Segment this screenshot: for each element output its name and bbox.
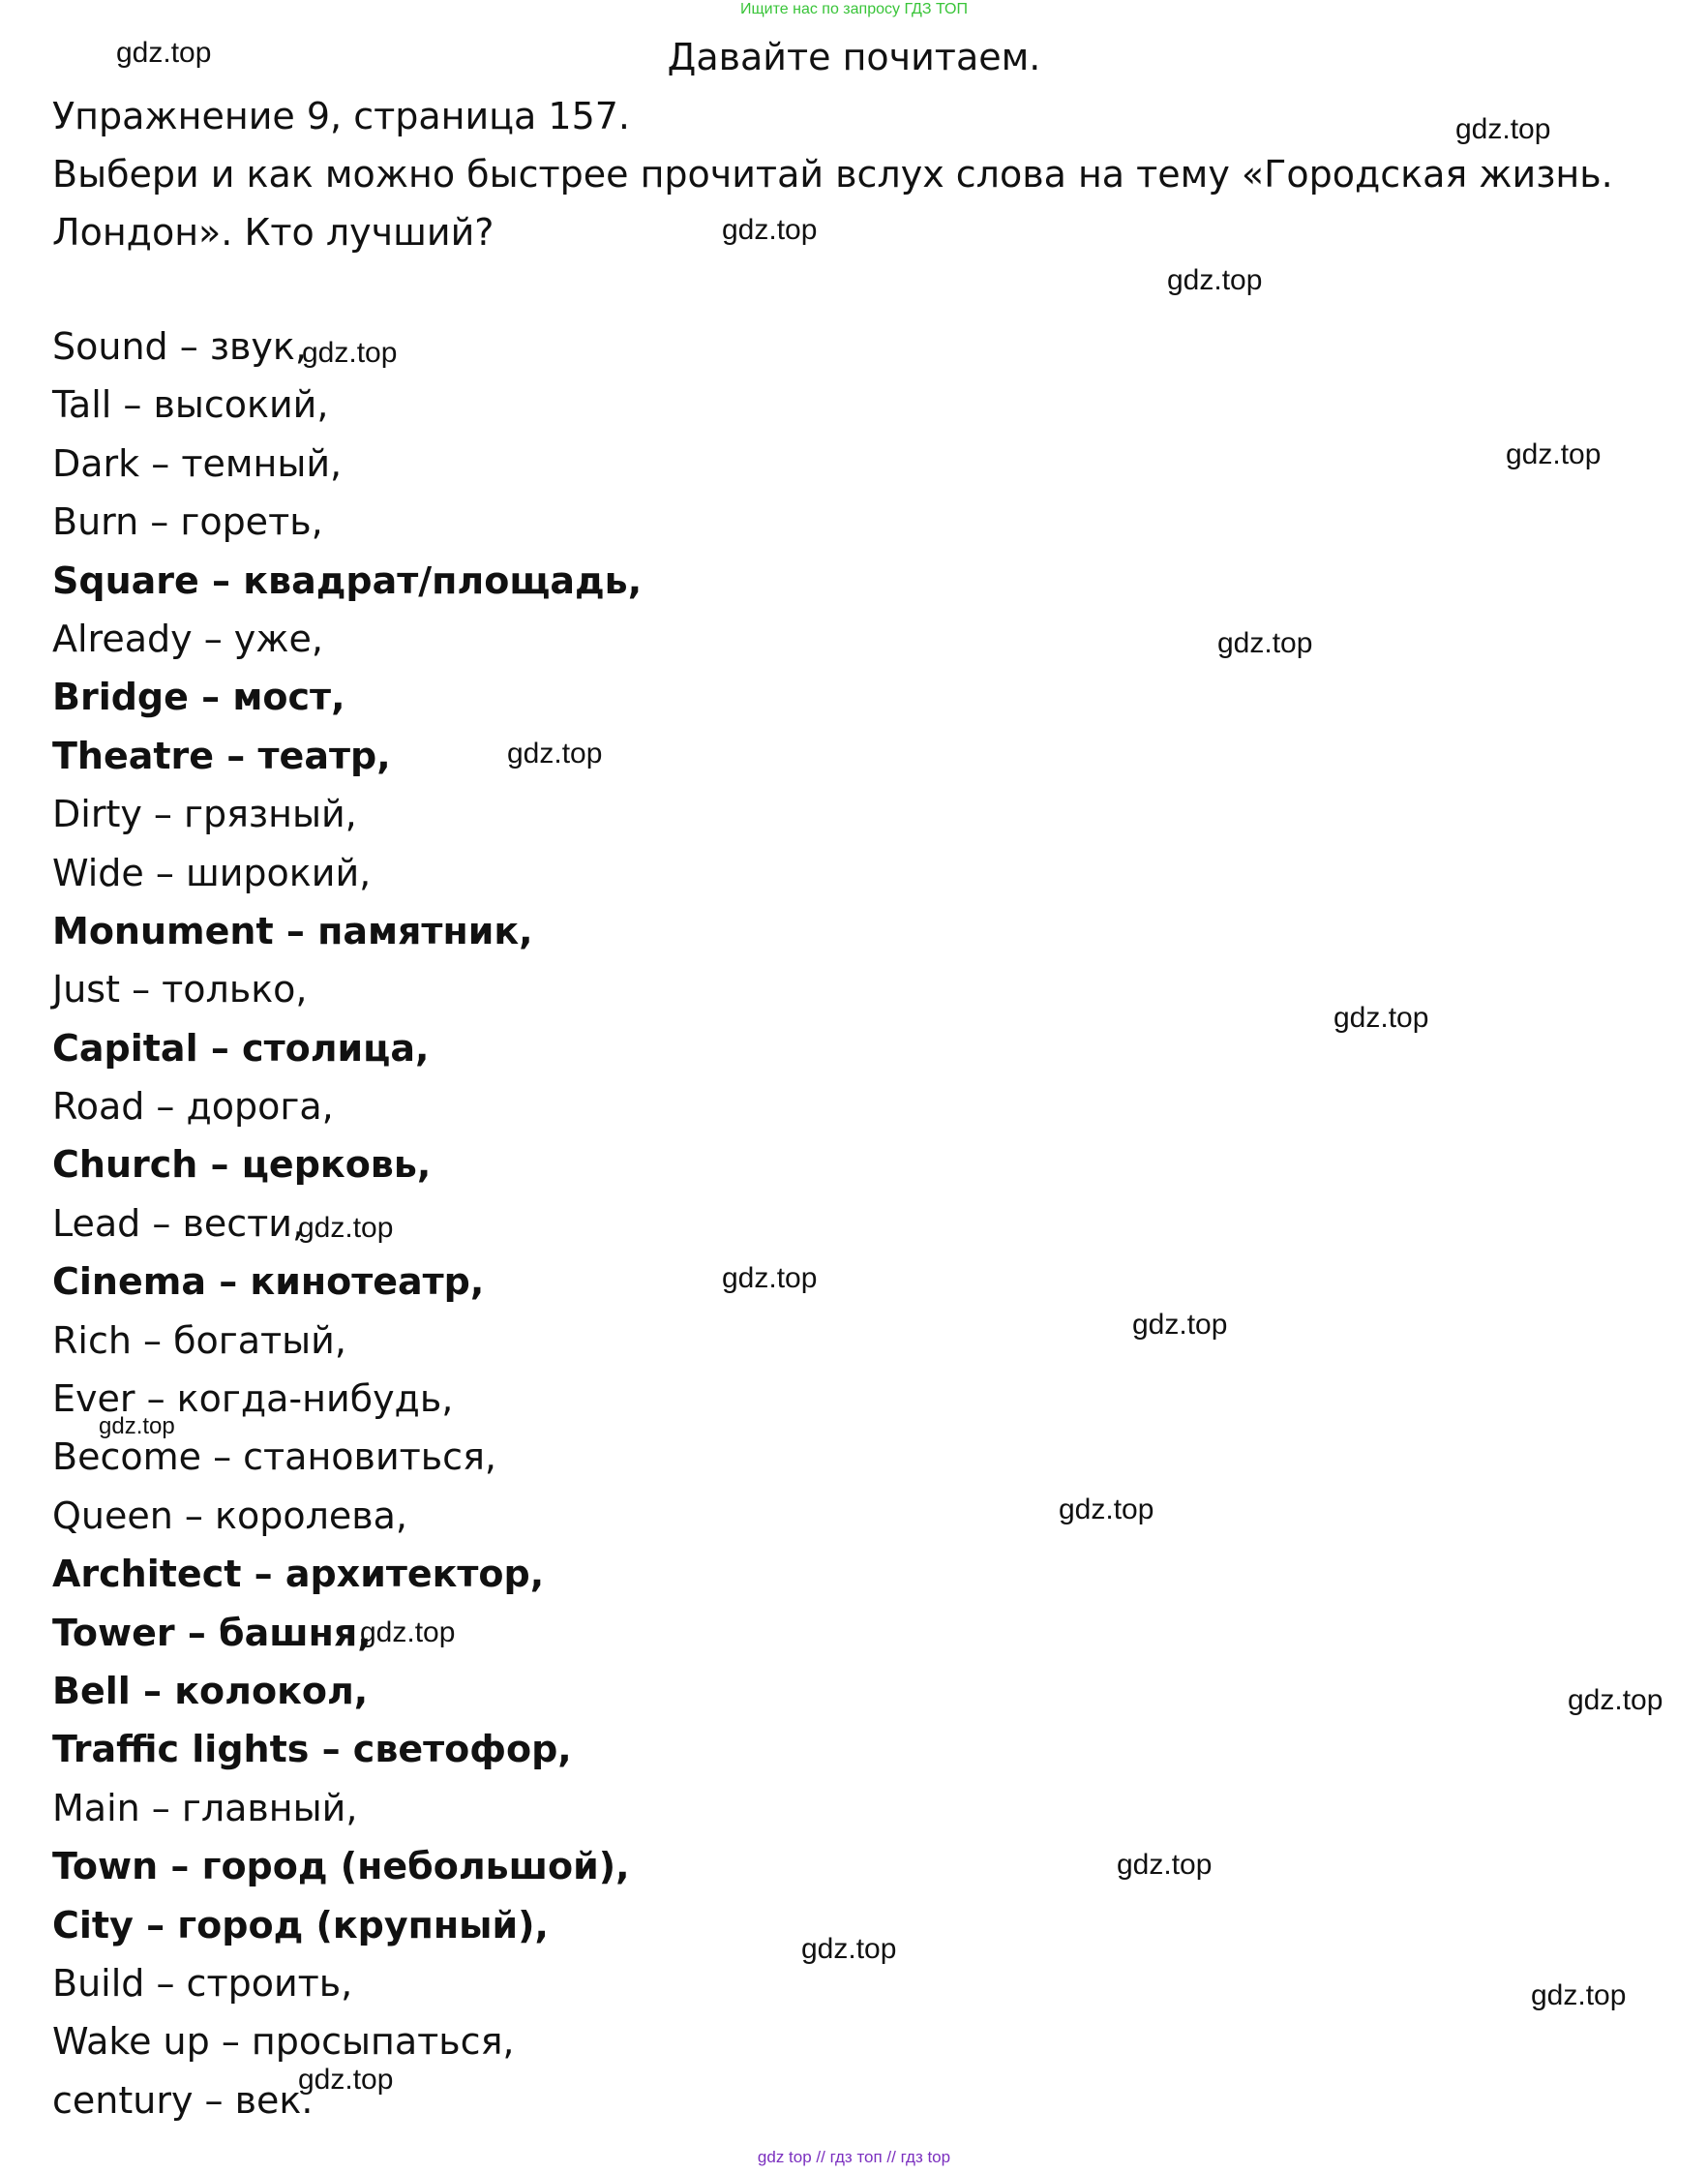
watermark: gdz.top [1568,1684,1663,1716]
watermark: gdz.top [1132,1309,1228,1341]
watermark: gdz.top [302,337,398,369]
vocabulary-item: Just – только, [52,968,308,1011]
vocabulary-item: City – город (крупный), [52,1903,549,1947]
watermark: gdz.top [298,2064,394,2096]
exercise-intro [52,87,1659,261]
watermark: gdz.top [1217,627,1313,659]
watermark: gdz.top [1333,1002,1429,1034]
watermark: gdz.top [99,1413,175,1439]
vocabulary-item: Rich – богатый, [52,1318,346,1362]
watermark: gdz.top [116,37,212,69]
vocabulary-item: Square – квадрат/площадь, [52,558,643,602]
vocabulary-item: Cinema – кинотеатр, [52,1260,485,1304]
watermark: gdz.top [1455,113,1551,145]
watermark: gdz.top [360,1616,456,1648]
vocabulary-item: Sound – звук, [52,325,307,368]
vocabulary-item: Become – становиться, [52,1435,497,1479]
vocabulary-item: Town – город (небольшой), [52,1845,630,1888]
watermark: gdz.top [722,1262,818,1294]
vocabulary-item: Queen – королева, [52,1494,407,1537]
vocabulary-item: Wake up – просыпаться, [52,2020,515,2064]
watermark: gdz.top [1506,438,1602,470]
vocabulary-item: Capital – столица, [52,1026,430,1070]
page-title: Давайте почитаем. [667,36,1041,78]
watermark: gdz.top [722,214,818,246]
vocabulary-item: Tower – башня, [52,1611,372,1654]
vocabulary-item: Theatre – театр, [52,734,391,777]
vocabulary-item: century – век. [52,2078,314,2122]
exercise-heading: Упражнение 9, страница 157. [52,95,631,137]
exercise-instruction-line-1: Выбери и как можно быстрее прочитай вслух слова на тему «Городская жизнь. [52,153,1613,196]
vocabulary-item: Dark – темный, [52,441,343,485]
watermark: gdz.top [1117,1849,1213,1881]
vocabulary-item: Bell – колокол, [52,1669,369,1712]
vocabulary-item: Tall – высокий, [52,383,329,427]
search-banner: Ищите нас по запросу ГДЗ ТОП [740,1,968,17]
vocabulary-item: Burn – гореть, [52,500,323,544]
watermark: gdz.top [801,1933,897,1965]
watermark: gdz.top [1531,1979,1627,2011]
vocabulary-item: Dirty – грязный, [52,793,357,836]
vocabulary-item: Architect – архитектор, [52,1553,545,1596]
vocabulary-item: Road – дорога, [52,1085,334,1129]
vocabulary-item: Ever – когда-нибудь, [52,1377,454,1421]
vocabulary-item: Bridge – мост, [52,676,345,719]
watermark: gdz.top [507,738,603,770]
watermark: gdz.top [298,1212,394,1244]
exercise-instruction-line-2: Лондон». Кто лучший? [52,211,494,254]
vocabulary-item: Main – главный, [52,1786,358,1829]
watermark: gdz.top [1167,264,1263,296]
vocabulary-item: Already – уже, [52,617,323,660]
vocabulary-item: Build – строить, [52,1961,353,2005]
watermark: gdz.top [1059,1494,1154,1525]
vocabulary-item: Church – церковь, [52,1143,432,1187]
vocabulary-item: Wide – широкий, [52,851,372,894]
footer-watermark: gdz top // гдз топ // гдз top [757,2148,951,2166]
vocabulary-item: Lead – вести, [52,1201,305,1245]
vocabulary-item: Monument – памятник, [52,909,533,952]
vocabulary-item: Traffic lights – светофор, [52,1728,572,1771]
